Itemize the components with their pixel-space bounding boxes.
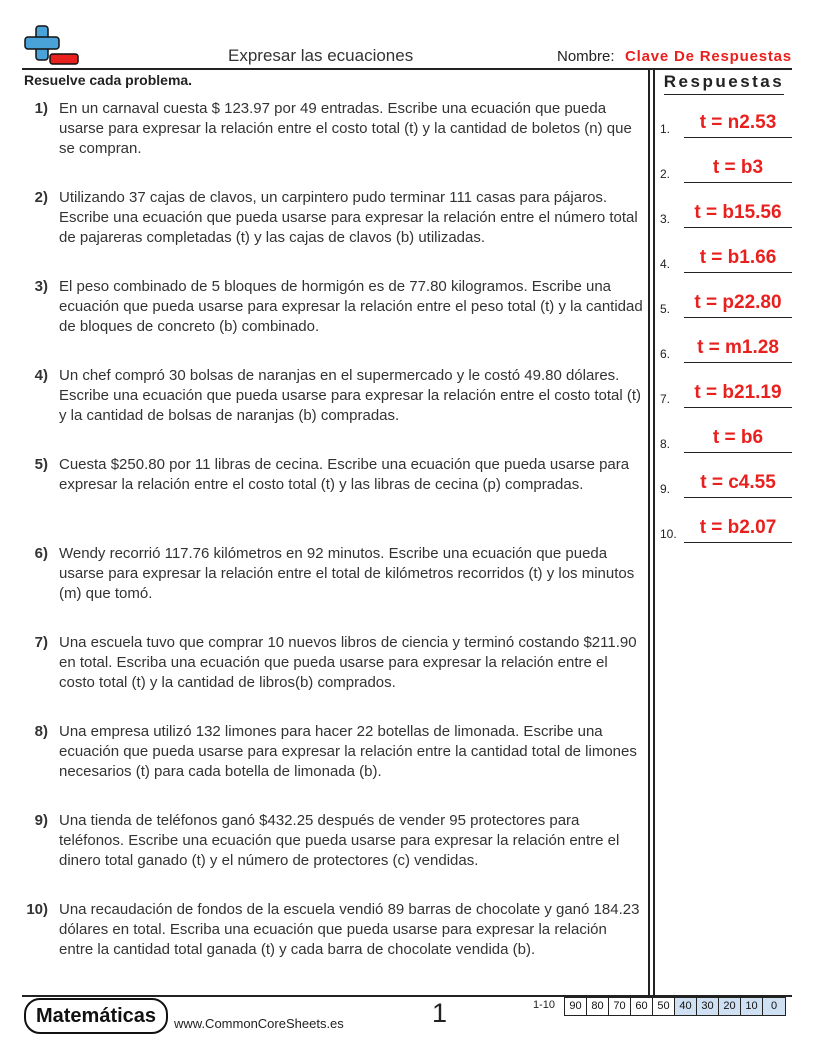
answer-index: 9. [660,482,671,496]
answer-line [684,317,792,318]
problem-text: Una empresa utilizó 132 limones para hacer 22 botellas de limonada. Escribe una ecuación que pueda usarse para expresar la relación entre la cantidad total de limones necesarios (t) para cada botella de limonada (b). [59,723,637,780]
problem-item [24,633,644,693]
page-number: 1 [432,998,448,1028]
problem-item [24,544,644,604]
problem-item [24,99,644,159]
answers-header-underline [664,94,784,95]
answer-row [658,153,792,183]
problem-number: 1) [34,100,48,117]
answer-value: t = b15.56 [694,202,782,223]
problem-text: Cuesta $250.80 por 11 libras de cecina. Escribe una ecuación que pueda usarse para expresar la relación entre el costo total (t) y las libras de cecina (p) compradas. [59,456,630,493]
answer-row [658,333,792,363]
score-cell: 30 [697,998,719,1015]
answer-line [684,497,792,498]
score-scale-label: 1-10 [533,999,556,1011]
problem-item [24,811,644,871]
answer-line [684,542,792,543]
answer-line [684,137,792,138]
score-cell: 50 [653,998,675,1015]
answer-index: 10. [660,527,677,541]
score-cell: 0 [763,998,785,1015]
answer-index: 4. [660,257,671,271]
problem-item [24,900,644,960]
score-cell: 40 [675,998,697,1015]
answer-row [658,108,792,138]
problem-number: 5) [34,456,48,473]
problem-text: El peso combinado de 5 bloques de hormigón es de 77.80 kilogramos. Escribe una ecuación que pueda usarse para expresar la relación entre el peso total (t) y la cantidad de bloques de concreto (b) combinado. [59,278,643,335]
score-cell: 90 [565,998,587,1015]
problem-item [24,188,644,248]
problem-number: 6) [34,545,48,562]
site-url: www.CommonCoreSheets.es [174,1016,344,1031]
problem-number: 7) [34,634,48,651]
problem-text: Wendy recorrió 117.76 kilómetros en 92 minutos. Escribe una ecuación que pueda usarse para expresar la relación entre el total de kilómetros recorridos (t) y los minutos (m) que tomó. [59,545,635,602]
problem-text: Utilizando 37 cajas de clavos, un carpintero pudo terminar 111 casas para pájaros. Escribe una ecuación que pueda usarse para expresar la relación entre el número total de pajareras completadas (t) y las cajas de clavos (b) utilizadas. [59,189,638,246]
problem-number: 9) [34,812,48,829]
column-divider-right [653,70,655,996]
answer-row [658,513,792,543]
problem-text: Una tienda de teléfonos ganó $432.25 después de vender 95 protectores para teléfonos. Escribe una ecuación que pueda usarse para expresar la relación entre el dinero total ganado (t) y el número de protectores (c) vendidas. [59,812,620,869]
problem-item [24,455,644,495]
answer-index: 8. [660,437,671,451]
answer-index: 2. [660,167,671,181]
answer-value: t = b1.66 [699,247,777,268]
name-value: Clave De Respuestas [625,48,792,65]
problem-item [24,722,644,782]
answer-value: t = b6 [712,427,764,448]
column-divider-left [648,70,650,996]
problem-text: En un carnaval cuesta $ 123.97 por 49 entradas. Escribe una ecuación que pueda usarse para expresar la relación entre el costo total (t) y la cantidad de boletos (n) que se compran. [59,100,632,157]
problem-text: Un chef compró 30 bolsas de naranjas en el supermercado y le costó 49.80 dólares. Escribe una ecuación que pueda usarse para expresar la relación entre el costo total (t) y la cantidad de bolsas de naranjas (b) compradas. [59,367,642,424]
answer-index: 3. [660,212,671,226]
answer-row [658,243,792,273]
problem-number: 8) [34,723,48,740]
problem-item [24,277,644,337]
instructions: Resuelve cada problema. [24,72,193,88]
problem-number: 2) [34,189,48,206]
answer-value: t = b2.07 [699,517,777,538]
score-cell: 20 [719,998,741,1015]
answer-index: 5. [660,302,671,316]
score-cell: 70 [609,998,631,1015]
answer-index: 7. [660,392,671,406]
answer-line [684,182,792,183]
answer-row [658,378,792,408]
answer-value: t = p22.80 [694,292,782,313]
worksheet-title: Expresar las ecuaciones [228,46,414,65]
brand-badge: Matemáticas [24,998,168,1034]
answer-value: t = m1.28 [697,337,779,358]
problem-number: 3) [34,278,48,295]
score-cell: 80 [587,998,609,1015]
problem-number: 4) [34,367,48,384]
answer-value: t = b3 [712,157,764,178]
problem-item [24,366,644,426]
answer-row [658,468,792,498]
plus-minus-logo-icon [22,24,80,68]
answers-header: Respuestas [663,72,785,91]
answer-line [684,407,792,408]
answer-line [684,362,792,363]
problem-text: Una recaudación de fondos de la escuela vendió 89 barras de chocolate y ganó 184.23 dólares en total. Escriba una ecuación que pueda usarse para expresar la relación entre la cantidad total ganada (t) y cada barra de chocolate vendida (b). [59,901,640,958]
problem-number: 10) [26,901,48,918]
score-cell: 10 [741,998,763,1015]
answer-index: 6. [660,347,671,361]
answer-value: t = b21.19 [694,382,782,403]
answer-row [658,198,792,228]
answer-value: t = c4.55 [700,472,776,493]
header-divider [22,68,792,70]
answer-value: t = n2.53 [699,112,777,133]
score-cell: 60 [631,998,653,1015]
answer-row [658,423,792,453]
answer-line [684,227,792,228]
name-label: Nombre: [557,48,615,65]
answer-row [658,288,792,318]
answer-index: 1. [660,122,671,136]
problem-text: Una escuela tuvo que comprar 10 nuevos libros de ciencia y terminó costando $211.90 en total. Escriba una ecuación que pueda usarse para expresar la relación entre el costo total (t) y la cantidad de libros(b) comprados. [59,634,637,691]
answer-line [684,452,792,453]
score-scale [564,997,786,1016]
answer-line [684,272,792,273]
